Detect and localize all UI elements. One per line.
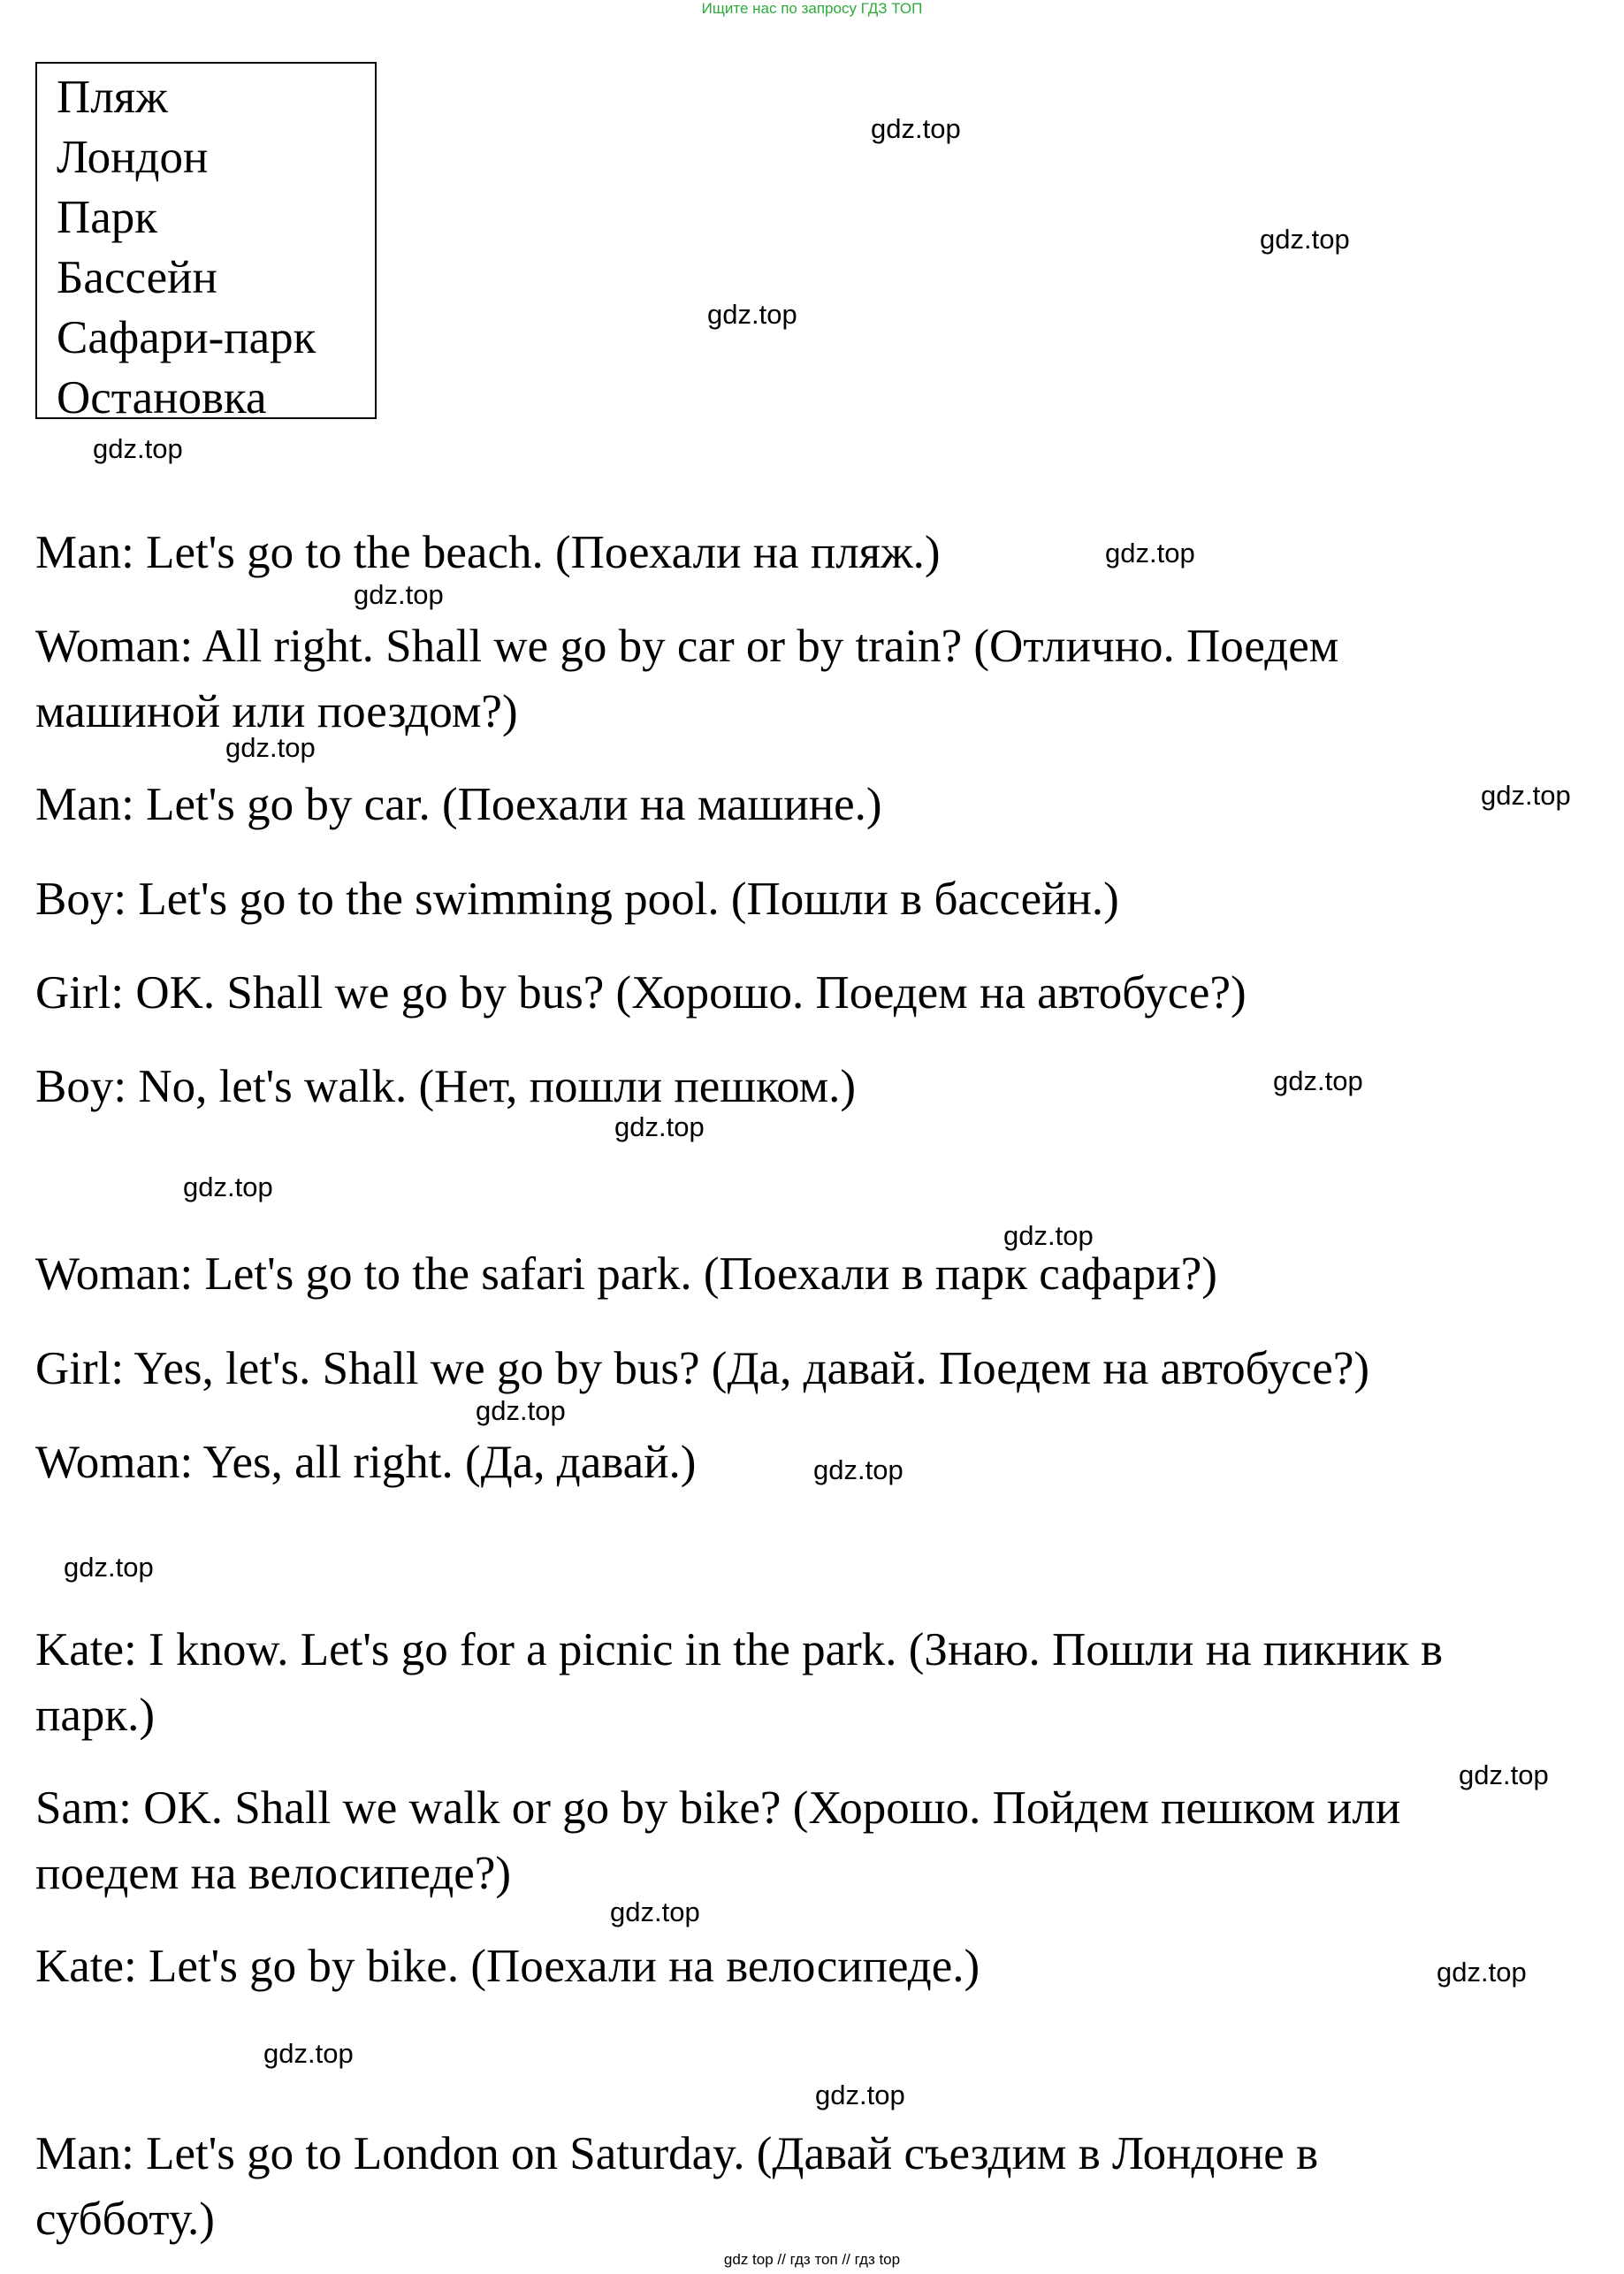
top-banner: Ищите нас по запросу ГДЗ ТОП xyxy=(701,0,923,17)
word-item: Остановка xyxy=(57,372,267,424)
watermark: gdz.top xyxy=(1105,538,1195,568)
dialogue-line: машиной или поездом?) xyxy=(35,686,518,737)
word-list-box xyxy=(35,62,377,424)
dialogue-line: Man: Let's go to London on Saturday. (Давай съездим в Лондоне в xyxy=(35,2128,1319,2179)
watermark: gdz.top xyxy=(614,1111,705,1142)
dialogue-line: Kate: Let's go by bike. (Поехали на велосипеде.) xyxy=(35,1941,980,1992)
dialogue-line: Man: Let's go by car. (Поехали на машине.) xyxy=(35,779,882,830)
dialogue-line: Boy: No, let's walk. (Нет, пошли пешком.) xyxy=(35,1061,857,1112)
dialogue-line: Man: Let's go to the beach. (Поехали на пляж.) xyxy=(35,527,941,578)
word-item: Бассейн xyxy=(57,252,217,303)
watermark: gdz.top xyxy=(1481,780,1571,811)
watermark: gdz.top xyxy=(225,732,316,763)
word-item: Парк xyxy=(57,192,158,243)
watermark: gdz.top xyxy=(707,299,797,330)
watermark: gdz.top xyxy=(476,1395,566,1426)
dialogue-line: Boy: Let's go to the swimming pool. (Пошли в бассейн.) xyxy=(35,874,1119,925)
watermark: gdz.top xyxy=(64,1552,154,1583)
dialogue-line: парк.) xyxy=(35,1690,156,1741)
watermark: gdz.top xyxy=(263,2038,354,2069)
word-item: Сафари-парк xyxy=(57,312,316,363)
watermark: gdz.top xyxy=(1260,224,1350,255)
word-item: Пляж xyxy=(57,72,168,123)
watermark: gdz.top xyxy=(815,2079,905,2110)
watermark: gdz.top xyxy=(813,1454,903,1485)
dialogue-line: Sam: OK. Shall we walk or go by bike? (Хорошо. Пойдем пешком или xyxy=(35,1782,1401,1834)
dialogue-line: субботу.) xyxy=(35,2194,215,2245)
watermark: gdz.top xyxy=(1459,1759,1549,1790)
footer: gdz top // гдз топ // гдз top xyxy=(723,2251,901,2268)
watermark: gdz.top xyxy=(354,579,444,610)
watermark: gdz.top xyxy=(93,433,183,464)
dialogue-line: Woman: Yes, all right. (Да, давай.) xyxy=(35,1437,697,1488)
watermark: gdz.top xyxy=(1273,1065,1363,1096)
dialogue-line: поедем на велосипеде?) xyxy=(35,1848,511,1899)
word-item: Лондон xyxy=(57,132,209,183)
watermark: gdz.top xyxy=(871,113,961,144)
watermark: gdz.top xyxy=(1003,1220,1094,1251)
watermark: gdz.top xyxy=(1437,1957,1527,1988)
dialogue-line: Kate: I know. Let's go for a picnic in the park. (Знаю. Пошли на пикник в xyxy=(35,1624,1443,1675)
dialogue-line: Girl: Yes, let's. Shall we go by bus? (Да, давай. Поедем на автобусе?) xyxy=(35,1343,1369,1394)
dialogue-line: Woman: All right. Shall we go by car or by train? (Отлично. Поедем xyxy=(35,621,1339,672)
dialogue-line: Woman: Let's go to the safari park. (Поехали в парк сафари?) xyxy=(35,1248,1217,1300)
watermark: gdz.top xyxy=(183,1171,273,1202)
watermark: gdz.top xyxy=(610,1896,700,1927)
dialogue-line: Girl: OK. Shall we go by bus? (Хорошо. Поедем на автобусе?) xyxy=(35,967,1247,1019)
